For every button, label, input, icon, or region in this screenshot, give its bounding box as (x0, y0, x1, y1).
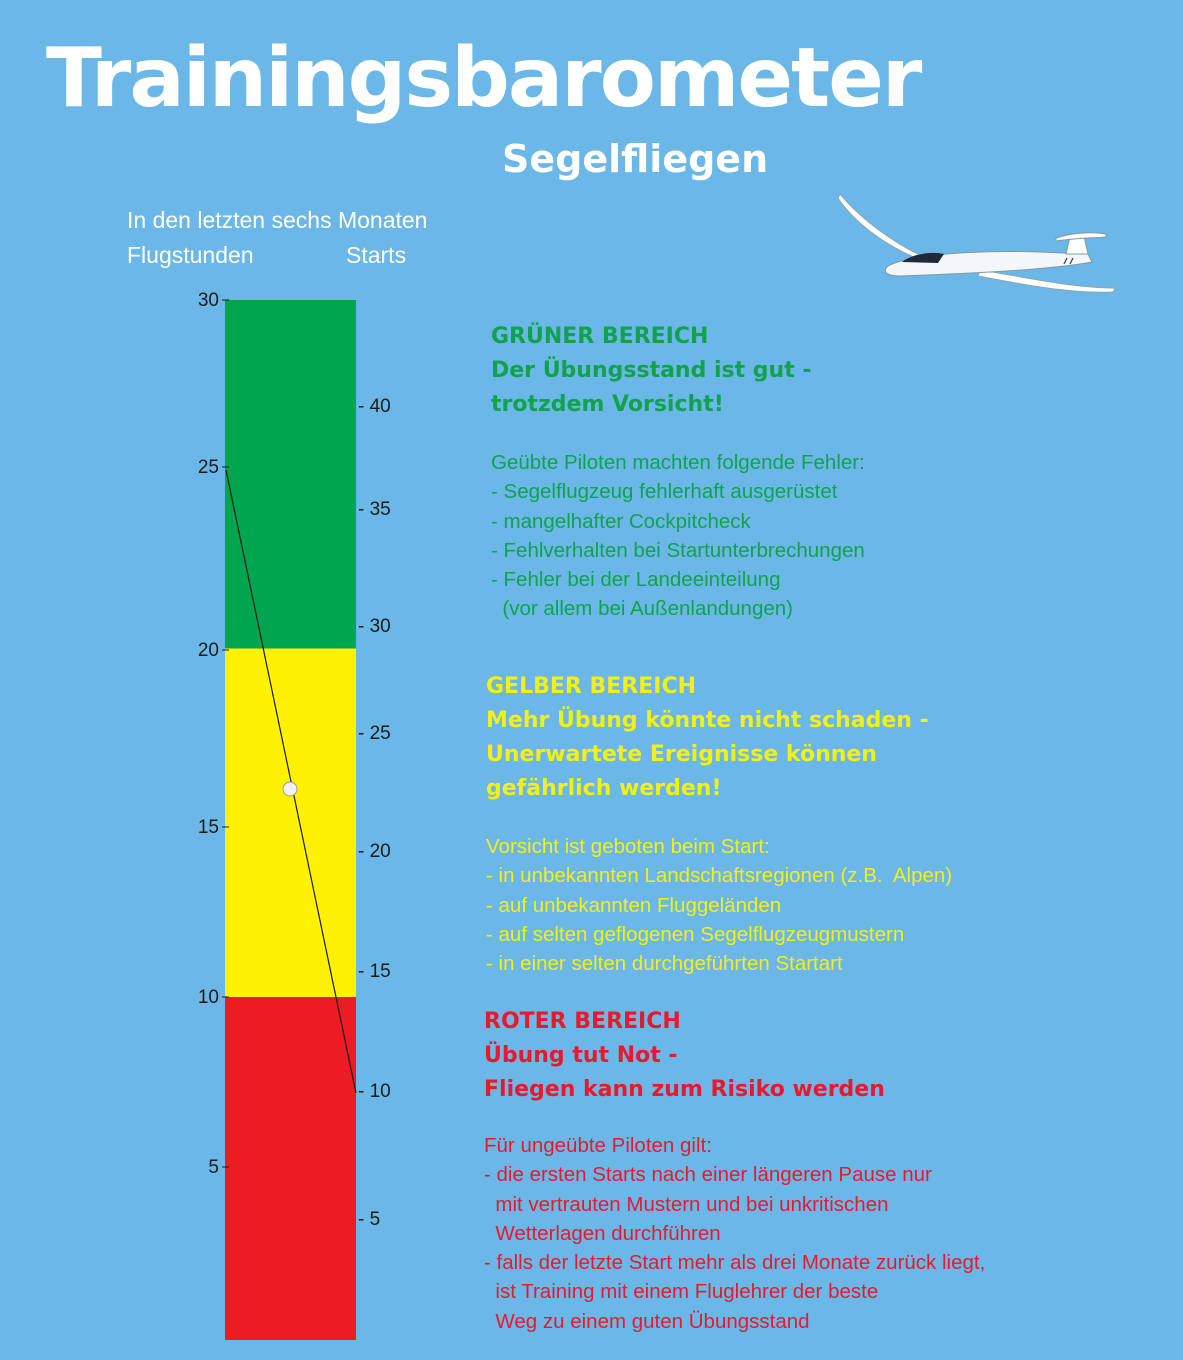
training-gauge (0, 0, 420, 1360)
left-tick-label: 10 (197, 987, 219, 1008)
body-line: Wetterlagen durchführen (484, 1221, 721, 1245)
body-line: - Fehler bei der Landeeinteilung (491, 568, 781, 592)
heading-line: GELBER BEREICH (486, 674, 697, 699)
body-line: Vorsicht ist geboten beim Start: (486, 835, 770, 858)
body-line: - Segelflugzeug fehlerhaft ausgerüstet (491, 480, 838, 504)
zone-green (225, 300, 356, 649)
flight-hours-label: Flugstunden (127, 242, 254, 268)
yellow-section (486, 670, 952, 978)
heading-line: Übung tut Not - (484, 1043, 678, 1068)
right-tick-label: - 5 (358, 1209, 381, 1230)
right-tick-label: - 40 (358, 396, 391, 417)
yellow-heading (486, 670, 952, 806)
body-line: - auf selten geflogenen Segelflugzeugmustern (486, 922, 905, 946)
right-tick-label: - 35 (358, 499, 391, 520)
zone-yellow (225, 649, 356, 998)
body-line: Geübte Piloten machten folgende Fehler: (491, 451, 865, 474)
body-line: - die ersten Starts nach einer längeren Pause nur (484, 1163, 932, 1187)
body-line: - in einer selten durchgeführten Startart (486, 952, 843, 976)
body-line: (vor allem bei Außenlandungen) (491, 597, 793, 621)
red-heading (484, 1005, 985, 1107)
gauge-pivot (283, 782, 297, 796)
right-tick-label: - 25 (358, 723, 391, 744)
left-tick-label: 15 (197, 817, 219, 838)
heading-line: gefährlich werden! (486, 776, 722, 801)
body-line: - mangelhafter Cockpitcheck (491, 509, 751, 533)
body-line: Weg zu einem guten Übungsstand (484, 1309, 810, 1333)
green-body (491, 448, 865, 624)
green-section (491, 320, 865, 624)
heading-line: Mehr Übung könnte nicht schaden - (486, 708, 929, 733)
starts-label: Starts (346, 242, 407, 268)
body-line: - auf unbekannten Fluggeländen (486, 893, 782, 917)
left-tick-label: 5 (208, 1157, 219, 1178)
left-tick-label: 30 (197, 290, 219, 311)
green-heading (491, 320, 865, 422)
right-tick-label: - 30 (358, 616, 391, 637)
heading-line: trotzdem Vorsicht! (491, 392, 724, 417)
right-tick-label: - 10 (358, 1081, 391, 1102)
right-tick-label: - 20 (358, 841, 391, 862)
body-line: ist Training mit einem Fluglehrer der beste (484, 1280, 879, 1304)
body-line: mit vertrauten Mustern und bei unkritischen (484, 1192, 889, 1216)
heading-line: Unerwartete Ereignisse können (486, 742, 877, 767)
body-line: - Fehlverhalten bei Startunterbrechungen (491, 538, 865, 562)
right-tick-label: - 15 (358, 961, 391, 982)
body-line: - falls der letzte Start mehr als drei Monate zurück liegt, (484, 1251, 986, 1275)
left-tick-label: 20 (197, 640, 219, 661)
red-body (484, 1131, 985, 1336)
heading-line: Fliegen kann zum Risiko werden (484, 1077, 885, 1102)
body-line: - in unbekannten Landschaftsregionen (z.B. Alpen) (486, 864, 953, 888)
glider-icon (830, 188, 1120, 298)
heading-line: GRÜNER BEREICH (491, 324, 709, 349)
page-title: Trainingsbarometer (46, 31, 921, 126)
heading-line: Der Übungsstand ist gut - (491, 358, 812, 383)
period-label: In den letzten sechs Monaten (127, 207, 428, 233)
yellow-body (486, 832, 952, 978)
zone-red (225, 997, 356, 1340)
body-line: Für ungeübte Piloten gilt: (484, 1134, 712, 1157)
left-tick-label: 25 (197, 457, 219, 478)
red-section (484, 1005, 985, 1336)
page-subtitle: Segelfliegen (502, 137, 769, 181)
heading-line: ROTER BEREICH (484, 1009, 681, 1034)
